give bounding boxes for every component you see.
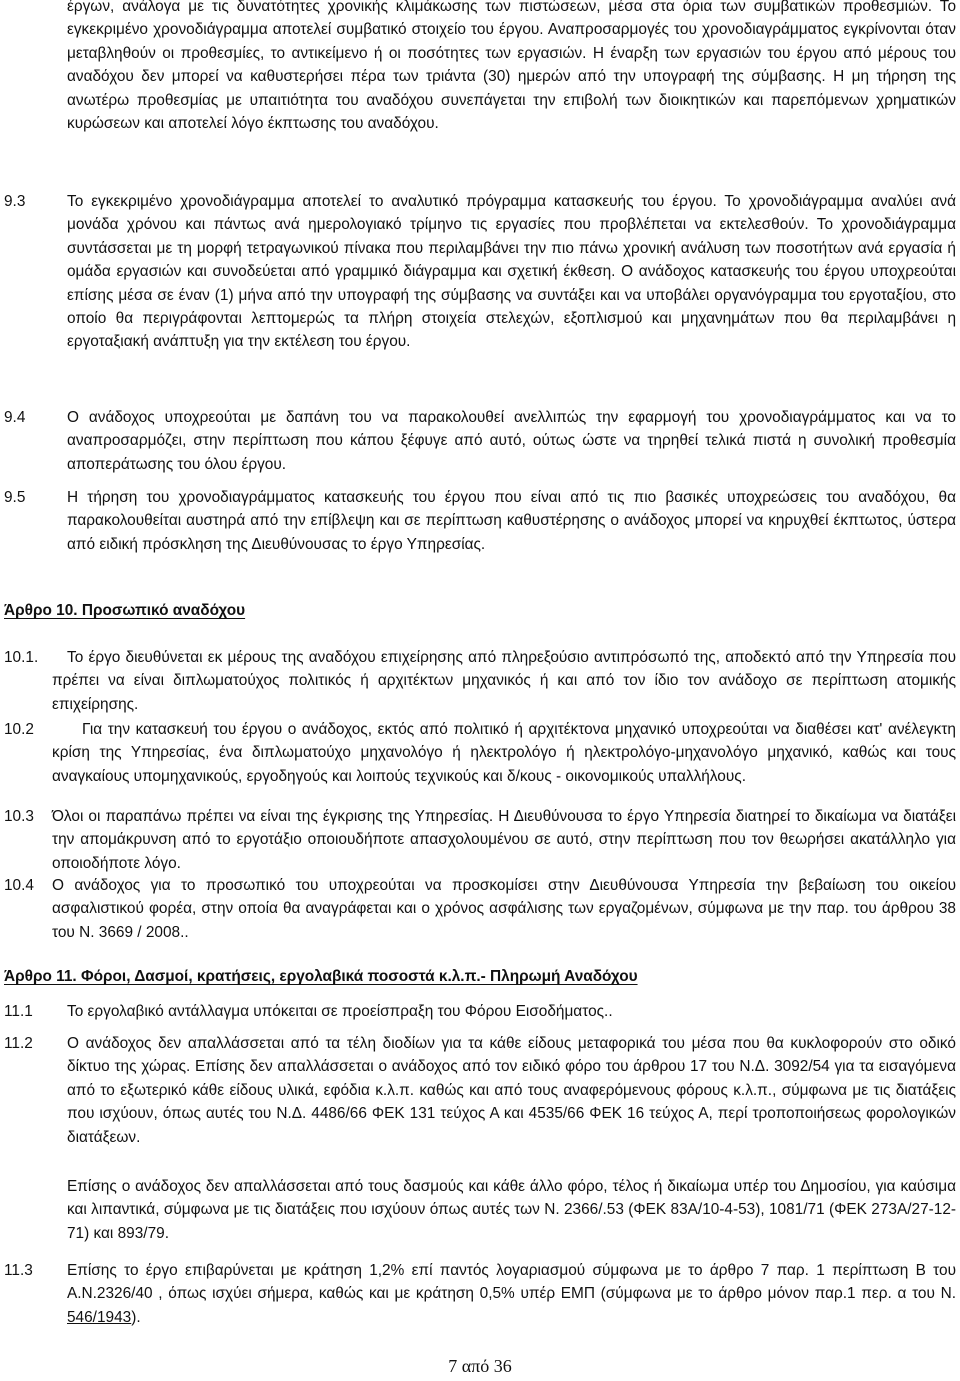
item-number-10-4: 10.4: [4, 877, 34, 894]
item-10-3-text: Όλοι οι παραπάνω πρέπει να είναι της έγκρισης της Υπηρεσίας. Η Διευθύνουσα το έργο Υπηρεσία διατηρεί το δικαίωμα να διατάξει την απομάκρυνση από το εργοτάξιο οποιουδήποτε απασχολουμένου σε αυτό, στην περίπτωση που τον θεωρήσει ακατάλληλο για οποιοδήποτε λόγο.: [52, 808, 956, 872]
item-11-1-text: Το εργολαβικό αντάλλαγμα υπόκειται σε προείσπραξη του Φόρου Εισοδήματος..: [67, 1003, 613, 1020]
article-10-heading: Άρθρο 10. Προσωπικό αναδόχου: [4, 602, 246, 619]
section-9-4-text: Ο ανάδοχος υποχρεούται με δαπάνη του να παρακολουθεί ανελλιπώς την εφαρμογή του χρονοδιαγράμματος και να το αναπροσαρμόζει, στην περίπτωση που κάπου ξέφυγε από αυτό, ούτως ώστε να τηρηθεί τελικά πιστά η συνολική προθεσμία αποπεράτωσης του όλου έργου.: [67, 409, 956, 473]
item-number-10-2: 10.2: [4, 721, 34, 738]
law-reference-link[interactable]: 546/1943: [67, 1308, 132, 1326]
intro-paragraph: έργων, ανάλογα με τις δυνατότητες χρονικής κλιμάκωσης των πιστώσεων, μέσα στα όρια των συμβατικών προθεσμιών. Το εγκεκριμένο χρονοδιάγραμμα αποτελεί συμβατικό στοιχείο του έργου. Αναπροσαρμογές του χρονοδιαγράμματος εγκρίνονται όταν μεταβληθούν οι προθεσμίες, το αντικείμενο ή οι ποσότητες των εργασιών. Η έναρξη των εργασιών του έργου από μέρους του αναδόχου δεν μπορεί να καθυστερήσει πέρα των τριάντα (30) ημερών από την υπογραφή της σύμβασης. Η μη τήρηση της ανωτέρω προθεσμίας με υπαιτιότητα του αναδόχου συνεπάγεται την επιβολή των διοικητικών και παρεπόμενων χρηματικών κυρώσεων και αποτελεί λόγο έκπτωσης του αναδόχου.: [67, 0, 956, 133]
item-11-3-text-after: ).: [131, 1308, 141, 1326]
article-11-heading: Άρθρο 11. Φόροι, Δασμοί, κρατήσεις, εργολαβικά ποσοστά κ.λ.π.- Πληρωμή Αναδόχου: [4, 968, 638, 985]
item-11-3-text: [67, 1259, 956, 1329]
item-number-10-1: 10.1.: [4, 649, 39, 666]
section-9-3-text: Το εγκεκριμένο χρονοδιάγραμμα αποτελεί το αναλυτικό πρόγραμμα κατασκευής του έργου. Το χρονοδιάγραμμα αναλύει ανά μονάδα χρόνου και πάντως ανά ημερολογιακό τρίμηνο τις εργασίες που προβλέπεται να εκτελεσθούν. Το χρονοδιάγραμμα συντάσσεται με τη μορφή τετραγωνικού πίνακα που περιλαμβάνει την πιο πάνω χρονική ανάλυση των ποσοτήτων ανά εργασία ή ομάδα εργασιών και συνοδεύεται από γραμμικό διάγραμμα και σχετική έκθεση. Ο ανάδοχος κατασκευής του έργου υποχρεούται επίσης μέσα σε έναν (1) μήνα από την υπογραφή της σύμβασης να συντάξει και να υποβάλει οργανόγραμμα του εργοταξίου, στο οποίο θα περιγράφονται λεπτομερώς τα πλήρη στοιχεία στελεχών, εξοπλισμού και μηχανημάτων που θα περιλαμβάνει η εργοταξιακή ανάπτυξη για την εκτέλεση του έργου.: [67, 193, 956, 351]
item-11-2-text: Ο ανάδοχος δεν απαλλάσσεται από τα τέλη διοδίων για τα κάθε είδους μεταφορικά του μέσα που θα κυκλοφορούν στο οδικό δίκτυο της χώρας. Επίσης δεν απαλλάσσεται ο ανάδοχος από τον ειδικό φόρο του άρθρου 17 του Ν.Δ. 3092/54 για τα εισαγόμενα από το εξωτερικό κάθε είδους υλικά, εφόδια κ.λ.π. καθώς και από τους αναφερόμενους φόρους κ.λ.π., σύμφωνα με τις διατάξεις που ισχύουν, όπως αυτές του Ν.Δ. 4486/66 ΦΕΚ 131 τεύχος Α και 4535/66 ΦΕΚ 16 τεύχος Α, περί τροποποιήσεως φορολογικών διατάξεων.: [67, 1035, 956, 1146]
section-number-9-5: 9.5: [4, 489, 26, 506]
item-number-11-1: 11.1: [4, 1003, 33, 1020]
item-11-3-text-before: Επίσης το έργο επιβαρύνεται με κράτηση 1,2% επί παντός λογαριασμού σύμφωνα με το άρθρο 7 παρ. 1 περίπτωση Β του Α.Ν.2326/40 , όπως ισχύει σήμερα, καθώς και με κράτηση 0,5% υπέρ ΕΜΠ (σύμφωνα με το άρθρο μόνον παρ.1 περ. α του Ν.: [67, 1262, 956, 1303]
section-number-9-3: 9.3: [4, 193, 26, 210]
item-11-2-extra-text: Επίσης ο ανάδοχος δεν απαλλάσσεται από τους δασμούς και κάθε άλλο φόρο, τέλος ή δικαίωμα υπέρ του Δημοσίου, για καύσιμα και λιπαντικά, σύμφωνα με τις διατάξεις που ισχύουν όπως αυτές των Ν. 2366/.53 (ΦΕΚ 83Α/10-4-53), 1081/71 (ΦΕΚ 273Α/27-12-71) και 893/79.: [67, 1178, 956, 1242]
item-10-1-text: Το έργο διευθύνεται εκ μέρους της αναδόχου επιχείρησης από πληρεξούσιο αντιπρόσωπό της, αποδεκτό από την Υπηρεσία που πρέπει να είναι διπλωματούχος πολιτικός ή αρχιτέκτων μηχανικός ή και από τον ίδιο τον ανάδοχο σε περίπτωση ατομικής επιχείρησης.: [52, 649, 956, 713]
section-number-9-4: 9.4: [4, 409, 26, 426]
item-number-11-2: 11.2: [4, 1035, 33, 1052]
item-10-2-text: Για την κατασκευή του έργου ο ανάδοχος, εκτός από πολιτικό ή αρχιτέκτονα μηχανικό υποχρεούται να διαθέσει κατ' ανέλεγκτη κρίση της Υπηρεσίας, ένα διπλωματούχο μηχανολόγο ή ηλεκτρολόγο ή ηλεκτρολόγο-μηχανολόγο μηχανικό, καθώς και τους αναγκαίους υπομηχανικούς, εργοδηγούς και λοιπούς τεχνικούς και δ/κους - οικονομικούς υπαλλήλους.: [52, 721, 956, 785]
section-9-5-text: Η τήρηση του χρονοδιαγράμματος κατασκευής του έργου που είναι από τις πιο βασικές υποχρεώσεις του αναδόχου, θα παρακολουθείται αυστηρά από την επίβλεψη και σε περίπτωση καθυστέρησης ο ανάδοχος μπορεί να κηρυχθεί έκπτωτος, ύστερα από ειδική πρόσκληση της Διευθύνουσας το έργο Υπηρεσίας.: [67, 489, 956, 553]
item-10-4-text: Ο ανάδοχος για το προσωπικό του υποχρεούται να προσκομίσει στην Διευθύνουσα Υπηρεσία την βεβαίωση του οικείου ασφαλιστικού φορέα, στην οποία θα αναγράφεται και ο χρόνος ασφάλισης των εργαζομένων, σύμφωνα με την παρ. του άρθρου 38 του Ν. 3669 / 2008..: [52, 877, 956, 941]
item-number-11-3: 11.3: [4, 1262, 33, 1279]
item-number-10-3: 10.3: [4, 808, 34, 825]
page-number: 7 από 36: [448, 1356, 512, 1376]
